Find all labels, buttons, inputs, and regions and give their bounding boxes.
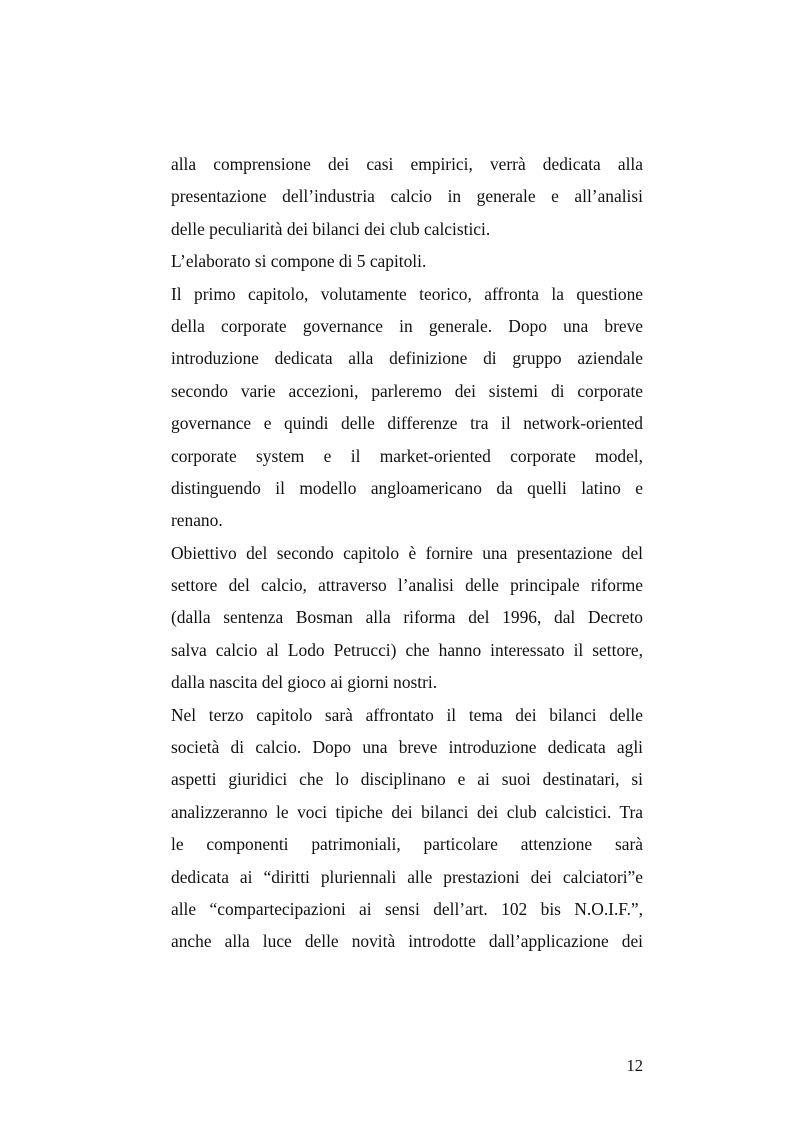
text-line: analizzeranno le voci tipiche dei bilanci dei club calcistici. Tra (171, 801, 643, 822)
text-line: Il primo capitolo, volutamente teorico, affronta la questione (171, 283, 643, 304)
text-line: delle peculiarità dei bilanci dei club calcistici. (171, 218, 491, 239)
text-line: società di calcio. Dopo una breve introduzione dedicata agli (171, 737, 643, 758)
text-line: settore del calcio, attraverso l’analisi delle principale riforme (171, 575, 643, 596)
text-line: dalla nascita del gioco ai giorni nostri. (171, 672, 438, 693)
text-line: le componenti patrimoniali, particolare attenzione sarà (171, 834, 643, 855)
text-line: Obiettivo del secondo capitolo è fornire una presentazione del (171, 542, 643, 563)
text-line: L’elaborato si compone di 5 capitoli. (171, 251, 427, 272)
text-line: (dalla sentenza Bosman alla riforma del 1996, dal Decreto (171, 607, 643, 628)
text-line: salva calcio al Lodo Petrucci) che hanno interessato il settore, (171, 639, 643, 660)
text-line: secondo varie accezioni, parleremo dei sistemi di corporate (171, 380, 643, 401)
text-line: alla comprensione dei casi empirici, verrà dedicata alla (171, 154, 643, 174)
text-line: Nel terzo capitolo sarà affrontato il tema dei bilanci delle (171, 704, 643, 725)
text-line: governance e quindi delle differenze tra il network-oriented (171, 413, 643, 434)
text-line: anche alla luce delle novità introdotte dall’applicazione dei (171, 931, 643, 952)
page-number: 12 (626, 1056, 643, 1075)
text-line: alle “compartecipazioni ai sensi dell’art. 102 bis N.O.I.F.”, (171, 898, 643, 919)
text-line: della corporate governance in generale. Dopo una breve (171, 315, 643, 336)
text-line: dedicata ai “diritti pluriennali alle prestazioni dei calciatori”e (171, 866, 643, 887)
text-line: presentazione dell’industria calcio in generale e all’analisi (171, 186, 643, 207)
text-line: renano. (171, 510, 223, 531)
body-text (171, 148, 643, 958)
text-line: distinguendo il modello angloamericano da quelli latino e (171, 477, 643, 498)
text-line: aspetti giuridici che lo disciplinano e ai suoi destinatari, si (171, 769, 643, 790)
text-line: corporate system e il market-oriented corporate model, (171, 445, 643, 466)
text-line: introduzione dedicata alla definizione di gruppo aziendale (171, 348, 643, 369)
